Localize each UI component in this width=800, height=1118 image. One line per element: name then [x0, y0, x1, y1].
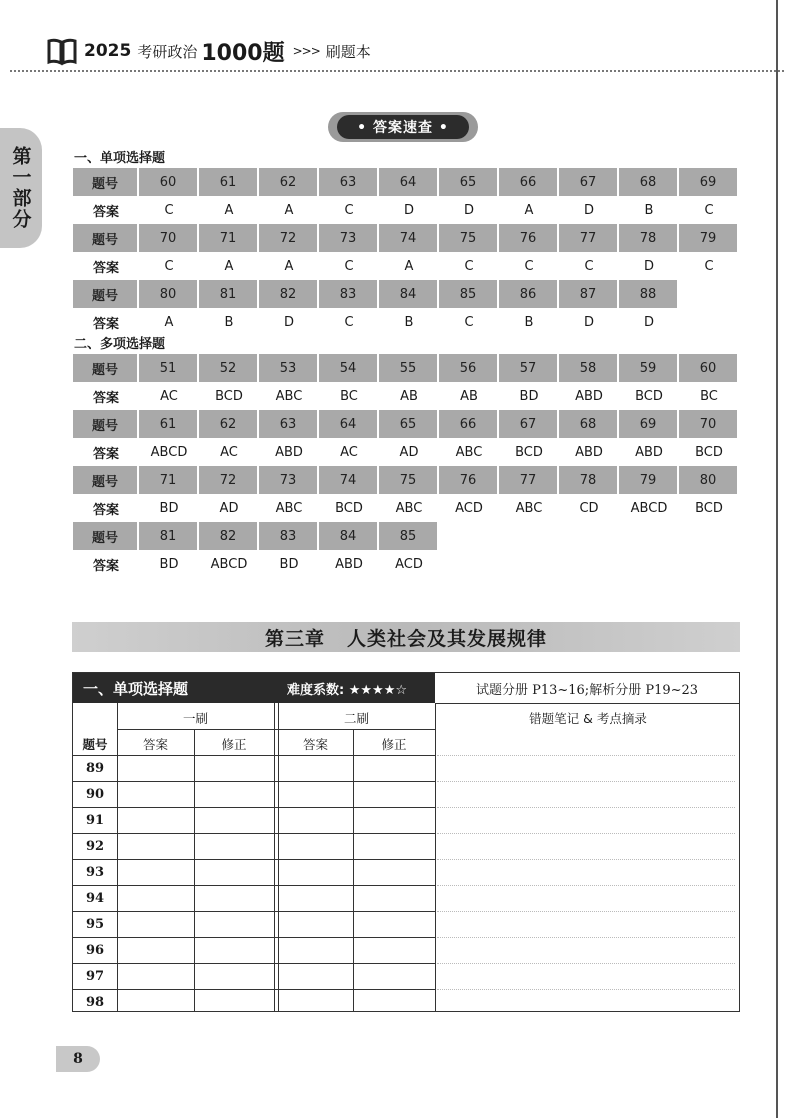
answer-cell: AC — [160, 388, 178, 404]
question-number: 89 — [85, 761, 105, 776]
note-writing-line — [437, 807, 735, 808]
answer-cell: AB — [400, 388, 418, 404]
question-number-cell: 77 — [559, 224, 619, 252]
answer-cell: C — [704, 202, 714, 218]
answer-cell: ACD — [455, 500, 483, 516]
question-number: 91 — [85, 813, 105, 828]
question-number-cell: 73 — [319, 224, 379, 252]
question-number-cell: 66 — [499, 168, 559, 196]
answer-cell: C — [584, 258, 594, 274]
answer-cell: D — [583, 202, 594, 218]
question-number-cell: 82 — [259, 280, 319, 308]
question-number-cell: 61 — [139, 410, 199, 438]
question-number-cell: 56 — [439, 354, 499, 382]
answer-cell: BD — [159, 500, 179, 516]
quick-check-badge — [328, 112, 478, 142]
answer-cell: AC — [340, 444, 358, 460]
question-number-cell: 69 — [619, 410, 679, 438]
answer-cell: BCD — [695, 500, 723, 516]
question-number-label: 题号 — [73, 466, 139, 494]
question-number-cell: 60 — [679, 354, 739, 382]
question-number-cell: 66 — [439, 410, 499, 438]
question-number-cell: 54 — [319, 354, 379, 382]
answer-cell: BD — [279, 556, 299, 572]
chapter-banner — [72, 622, 740, 652]
answer-cell: D — [643, 314, 654, 330]
answer-cell: C — [344, 314, 354, 330]
question-number-cell: 51 — [139, 354, 199, 382]
answer-cell: BCD — [695, 444, 723, 460]
answer-label: 答案 — [92, 390, 119, 406]
single-choice-title: 一、单项选择题 — [74, 151, 166, 166]
answer-cell: BCD — [335, 500, 363, 516]
question-number-cell: 64 — [319, 410, 379, 438]
header-title: 考研政治 — [137, 42, 198, 61]
question-number-cell: 72 — [259, 224, 319, 252]
difficulty-rating: 难度系数: ★★★★☆ — [287, 682, 407, 698]
question-number-row — [73, 280, 739, 308]
second-round-header: 二刷 — [343, 711, 369, 726]
answer-cell: C — [704, 258, 714, 274]
answer-row — [73, 308, 739, 336]
question-number-cell: 70 — [139, 224, 199, 252]
answer-label: 答案 — [92, 558, 119, 574]
question-number-cell: 84 — [319, 522, 379, 550]
answer-cell: BD — [159, 556, 179, 572]
answer-cell: AB — [460, 388, 478, 404]
grid-line — [353, 729, 354, 1011]
answer-row — [73, 252, 739, 280]
answer-cell: A — [224, 202, 234, 218]
question-number-cell: 71 — [199, 224, 259, 252]
question-number-cell: 84 — [379, 280, 439, 308]
question-number-cell: 83 — [259, 522, 319, 550]
question-number-cell: 87 — [559, 280, 619, 308]
grid-line — [73, 989, 435, 990]
question-number-cell: 58 — [559, 354, 619, 382]
question-number-cell: 57 — [499, 354, 559, 382]
chapter-title: 人类社会及其发展规律 — [347, 627, 548, 650]
question-number-cell: 78 — [559, 466, 619, 494]
multi-choice-answer-grid — [73, 354, 739, 578]
answer-cell: BC — [340, 388, 358, 404]
answer-cell: C — [464, 258, 474, 274]
question-number-label: 题号 — [73, 410, 139, 438]
question-number: 92 — [85, 839, 105, 854]
question-number-cell: 74 — [319, 466, 379, 494]
question-number-cell: 68 — [559, 410, 619, 438]
question-number-cell: 79 — [619, 466, 679, 494]
question-number-cell: 60 — [139, 168, 199, 196]
question-number-cell: 70 — [679, 410, 739, 438]
question-number-cell: 83 — [319, 280, 379, 308]
question-number-cell: 82 — [199, 522, 259, 550]
question-number-cell: 63 — [319, 168, 379, 196]
question-number-cell: 76 — [439, 466, 499, 494]
second-fix-header: 修正 — [381, 737, 407, 752]
question-number-cell: 69 — [679, 168, 739, 196]
question-number-row — [73, 354, 739, 382]
question-number-cell: 55 — [379, 354, 439, 382]
note-writing-line — [437, 885, 735, 886]
sheet-title: 一、单项选择题 — [83, 679, 189, 698]
first-round-header: 一刷 — [182, 711, 208, 726]
part-side-tab — [0, 128, 42, 248]
question-number-cell: 78 — [619, 224, 679, 252]
question-number-cell: 65 — [379, 410, 439, 438]
answer-cell: B — [644, 202, 654, 218]
grid-line — [274, 703, 275, 1011]
answer-cell: BCD — [635, 388, 663, 404]
grid-line — [73, 859, 435, 860]
question-number-cell: 75 — [379, 466, 439, 494]
answer-cell: D — [643, 258, 654, 274]
question-number: 98 — [85, 995, 105, 1010]
answer-label: 答案 — [92, 446, 119, 462]
answer-cell: ABC — [395, 500, 423, 516]
question-number-cell: 64 — [379, 168, 439, 196]
question-number-cell: 77 — [499, 466, 559, 494]
question-number-cell: 85 — [439, 280, 499, 308]
question-number-cell: 75 — [439, 224, 499, 252]
answer-row — [73, 196, 739, 224]
question-number-cell: 85 — [379, 522, 439, 550]
page-edge-line — [776, 0, 778, 1118]
answer-label: 答案 — [92, 502, 119, 518]
page-number: 8 — [73, 1051, 83, 1067]
question-number-cell: 88 — [619, 280, 679, 308]
page-number-tab — [56, 1046, 100, 1072]
grid-line — [117, 729, 435, 730]
grid-line — [73, 807, 435, 808]
header-subtitle: 刷题本 — [325, 42, 371, 61]
answer-cell: C — [464, 314, 474, 330]
answer-cell: A — [284, 202, 294, 218]
grid-line — [73, 833, 435, 834]
question-number-row — [73, 466, 739, 494]
answer-cell: AD — [399, 444, 419, 460]
question-number-cell: 81 — [199, 280, 259, 308]
grid-line — [435, 703, 436, 1011]
question-number-cell: 62 — [199, 410, 259, 438]
grid-line — [73, 781, 435, 782]
first-answer-header: 答案 — [142, 737, 168, 752]
answer-cell: C — [344, 258, 354, 274]
answer-cell: C — [344, 202, 354, 218]
answer-cell: ABC — [275, 500, 303, 516]
question-number-cell: 86 — [499, 280, 559, 308]
question-number-cell: 80 — [679, 466, 739, 494]
answer-cell: A — [284, 258, 294, 274]
question-number-label: 题号 — [73, 354, 139, 382]
question-number-label: 题号 — [73, 522, 139, 550]
question-number: 94 — [85, 891, 105, 906]
question-number-cell: 63 — [259, 410, 319, 438]
note-writing-line — [437, 859, 735, 860]
question-number-cell: 59 — [619, 354, 679, 382]
answer-cell: A — [224, 258, 234, 274]
answer-cell: ABD — [275, 444, 303, 460]
answer-cell: BCD — [215, 388, 243, 404]
header-year: 2025 — [84, 41, 132, 61]
grid-line — [73, 885, 435, 886]
second-answer-header: 答案 — [302, 737, 328, 752]
question-number-cell: 52 — [199, 354, 259, 382]
question-number: 95 — [85, 917, 105, 932]
answer-cell: D — [463, 202, 474, 218]
answer-cell: D — [283, 314, 294, 330]
question-number: 97 — [85, 969, 105, 984]
answer-cell: ABC — [455, 444, 483, 460]
question-number-cell: 74 — [379, 224, 439, 252]
answer-cell: D — [403, 202, 414, 218]
note-writing-line — [437, 911, 735, 912]
note-writing-line — [437, 937, 735, 938]
question-number-row — [73, 224, 739, 252]
answer-cell: ABC — [515, 500, 543, 516]
question-number-cell: 68 — [619, 168, 679, 196]
question-number-header: 题号 — [82, 737, 108, 752]
answer-row — [73, 550, 739, 578]
answer-cell: ABD — [635, 444, 663, 460]
notes-header: 错题笔记 & 考点摘录 — [529, 711, 647, 726]
answer-cell: C — [164, 258, 174, 274]
part-side-tab-label: 第一部分 — [9, 146, 32, 230]
practice-answer-sheet — [72, 672, 740, 1012]
multi-choice-title: 二、多项选择题 — [74, 337, 166, 352]
answer-cell: ABC — [275, 388, 303, 404]
answer-cell: ABD — [575, 444, 603, 460]
single-choice-answer-grid — [73, 168, 739, 336]
question-number-row — [73, 168, 739, 196]
answer-cell: AD — [219, 500, 239, 516]
question-number-cell: 71 — [139, 466, 199, 494]
answer-row — [73, 382, 739, 410]
note-writing-line — [437, 781, 735, 782]
answer-cell: B — [404, 314, 414, 330]
note-writing-line — [437, 755, 735, 756]
question-number-cell: 73 — [259, 466, 319, 494]
answer-cell: ABCD — [630, 500, 668, 516]
grid-line — [73, 755, 435, 756]
answer-cell: ABD — [335, 556, 363, 572]
answer-cell: ABCD — [210, 556, 248, 572]
question-number-cell: 67 — [559, 168, 619, 196]
question-number-cell: 72 — [199, 466, 259, 494]
answer-cell: BC — [700, 388, 718, 404]
answer-label: 答案 — [92, 316, 119, 332]
answer-cell: BCD — [515, 444, 543, 460]
answer-cell: D — [583, 314, 594, 330]
question-number-row — [73, 410, 739, 438]
question-number-cell: 80 — [139, 280, 199, 308]
note-writing-line — [437, 989, 735, 990]
first-fix-header: 修正 — [221, 737, 247, 752]
question-number-cell: 61 — [199, 168, 259, 196]
grid-line — [194, 729, 195, 1011]
answer-cell: CD — [579, 500, 599, 516]
grid-line — [73, 963, 435, 964]
answer-label: 答案 — [92, 260, 119, 276]
quick-check-label: • 答案速查 • — [337, 115, 469, 139]
question-number-cell: 81 — [139, 522, 199, 550]
sheet-header-bar — [73, 673, 435, 703]
answer-row — [73, 494, 739, 522]
answer-cell: C — [164, 202, 174, 218]
question-number: 96 — [85, 943, 105, 958]
question-number-cell: 79 — [679, 224, 739, 252]
question-number: 93 — [85, 865, 105, 880]
answer-cell: A — [164, 314, 174, 330]
answer-cell: AC — [220, 444, 238, 460]
question-number-cell: 76 — [499, 224, 559, 252]
grid-line — [73, 911, 435, 912]
answer-cell: ACD — [395, 556, 423, 572]
header-divider — [10, 70, 784, 72]
answer-cell: BD — [519, 388, 539, 404]
header-arrows: >>> — [292, 44, 320, 58]
question-number-label: 题号 — [73, 280, 139, 308]
question-number-label: 题号 — [73, 224, 139, 252]
question-number-row — [73, 522, 739, 550]
answer-cell: B — [524, 314, 534, 330]
answer-cell: A — [404, 258, 414, 274]
page-header — [46, 34, 371, 68]
answer-cell: ABCD — [150, 444, 188, 460]
note-writing-line — [437, 833, 735, 834]
question-number-label: 题号 — [73, 168, 139, 196]
open-book-icon — [46, 36, 78, 66]
answer-cell: A — [524, 202, 534, 218]
page-reference: 试题分册 P13~16;解析分册 P19~23 — [435, 673, 739, 704]
question-number-cell: 67 — [499, 410, 559, 438]
answer-row — [73, 438, 739, 466]
answer-label: 答案 — [92, 204, 119, 220]
question-number-cell: 65 — [439, 168, 499, 196]
answer-cell: C — [524, 258, 534, 274]
question-number-cell: 62 — [259, 168, 319, 196]
question-number: 90 — [85, 787, 105, 802]
answer-cell: B — [224, 314, 234, 330]
answer-cell: ABD — [575, 388, 603, 404]
note-writing-line — [437, 963, 735, 964]
chapter-number: 第三章 — [264, 627, 325, 650]
question-number-cell: 53 — [259, 354, 319, 382]
grid-line — [73, 937, 435, 938]
header-number: 1000题 — [201, 40, 285, 66]
